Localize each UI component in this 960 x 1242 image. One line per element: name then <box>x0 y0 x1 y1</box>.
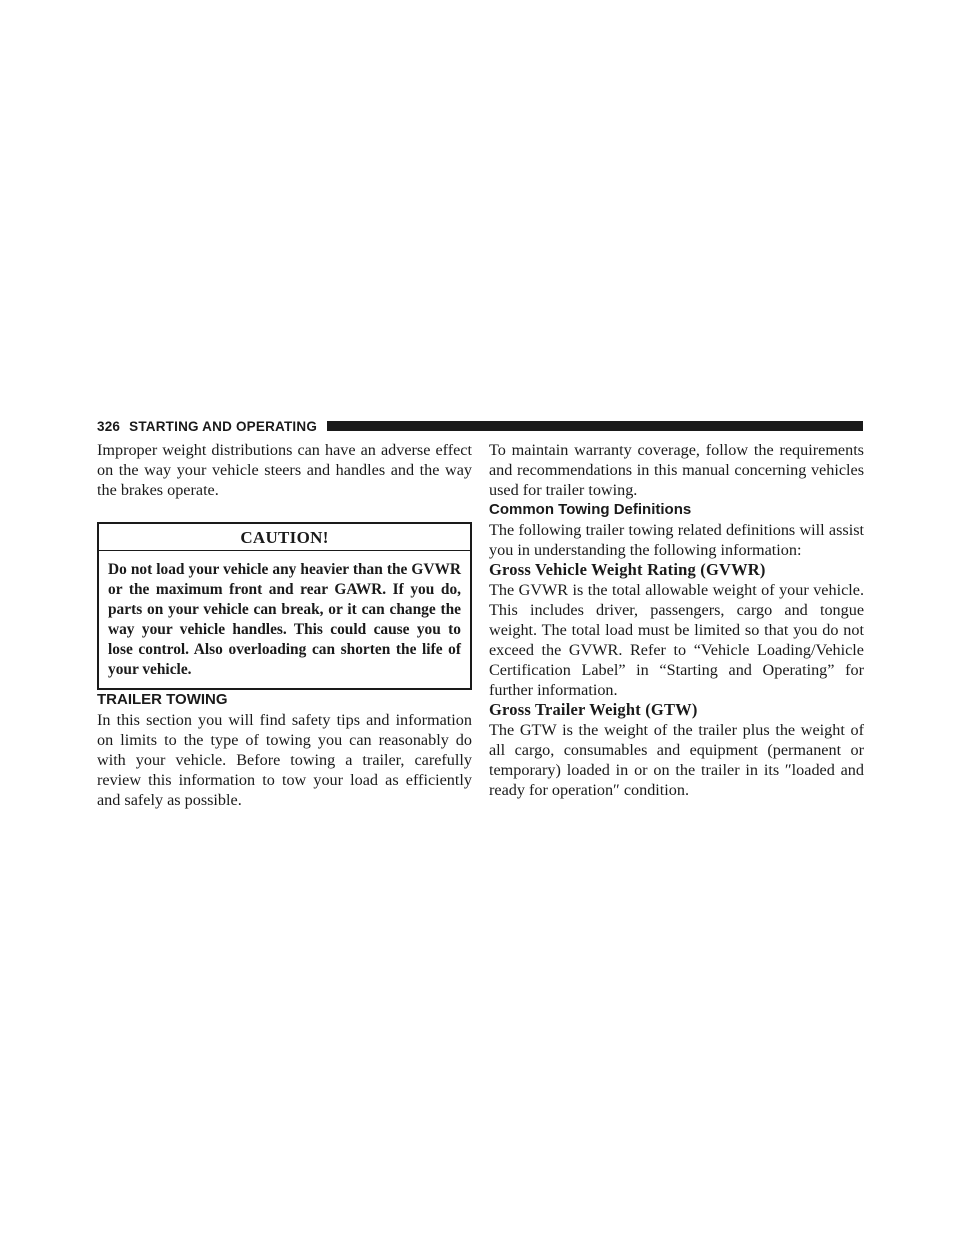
right-column <box>489 440 864 800</box>
trailer-towing-heading: TRAILER TOWING <box>97 691 228 708</box>
caution-divider <box>99 550 470 551</box>
gvwr-paragraph: The GVWR is the total allowable weight of your vehicle. This includes driver, passengers, cargo and tongue weight. The total load must be limited so that you do not exceed the GVWR. Refer to “Vehicle Loading/Vehicle Certification Label” in “Starting and Operating” for further information. <box>489 581 864 699</box>
page-number: 326 <box>97 418 121 434</box>
caution-title: CAUTION! <box>240 528 329 547</box>
warranty-paragraph: To maintain warranty coverage, follow the requirements and recommendations in this manual concerning vehicles used for trailer towing. <box>489 441 864 499</box>
trailer-towing-paragraph: In this section you will find safety tips and information on limits to the type of towing you can reasonably do with your vehicle. Before towing a trailer, carefully review this information to tow your load as efficiently and safely as possible. <box>97 711 472 809</box>
caution-box <box>97 522 472 690</box>
gtw-paragraph: The GTW is the weight of the trailer plus the weight of all cargo, consumables and equipment (permanent or temporary) loaded in or on the trailer in its ″loaded and ready for operation″ condition. <box>489 721 864 799</box>
page-header <box>97 418 863 434</box>
gvwr-heading: Gross Vehicle Weight Rating (GVWR) <box>489 560 766 579</box>
intro-paragraph: Improper weight distributions can have an adverse effect on the way your vehicle steers and handles and the way the brakes operate. <box>97 441 472 499</box>
definitions-intro: The following trailer towing related definitions will assist you in understanding the following information: <box>489 521 864 559</box>
left-column <box>97 440 472 810</box>
definitions-heading: Common Towing Definitions <box>489 501 692 518</box>
gtw-heading: Gross Trailer Weight (GTW) <box>489 700 698 719</box>
caution-text: Do not load your vehicle any heavier than the GVWR or the maximum front and rear GAWR. If you do, parts on your vehicle can break, or it can change the way your vehicle handles. This could cause you to lose control. Also overloading can shorten the life of your vehicle. <box>108 561 461 678</box>
header-rule <box>327 421 863 431</box>
section-title: STARTING AND OPERATING <box>129 418 318 434</box>
